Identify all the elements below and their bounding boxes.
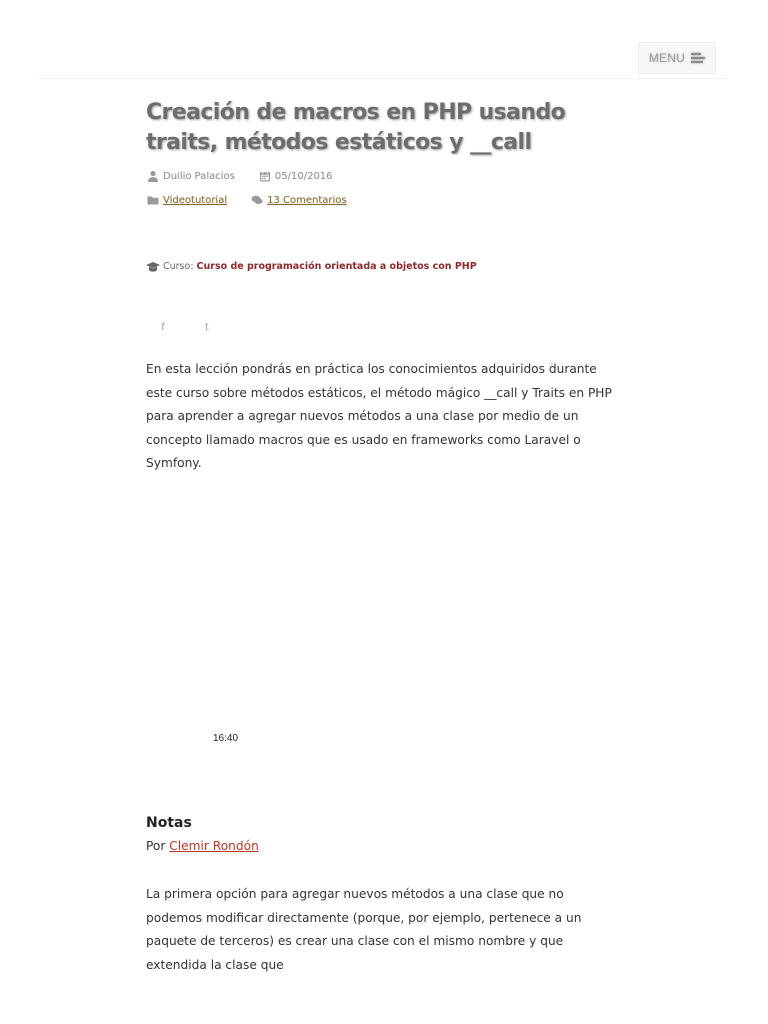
user-icon	[147, 170, 159, 182]
share-buttons	[156, 322, 214, 333]
graduation-cap-icon	[146, 262, 160, 272]
author-meta	[147, 170, 235, 182]
article-meta-row-2	[147, 194, 347, 206]
twitter-icon[interactable]: t	[205, 322, 209, 333]
article-meta-row	[147, 170, 333, 182]
notes-byline	[146, 839, 259, 853]
article-title: Creación de macros en PHP usando traits, métodos estáticos y __call	[146, 100, 566, 155]
menu-button[interactable]	[638, 42, 716, 74]
notes-by-label: Por	[146, 839, 166, 853]
notes-heading: Notas	[146, 815, 192, 831]
comments-icon	[251, 194, 263, 206]
notes-author-link[interactable]: Clemir Rondón	[169, 839, 259, 853]
calendar-icon	[259, 170, 271, 182]
course-label: Curso:	[163, 261, 194, 272]
top-bar	[38, 0, 728, 79]
intro-paragraph: En esta lección pondrás en práctica los conocimientos adquiridos durante este curso sobre métodos estáticos, el método mágico __call y Traits en PHP para aprender a agregar nuevos métodos a una clase por medio de un concepto llamado macros que es usado en frameworks como Laravel o Symfony.	[146, 362, 612, 470]
video-duration: 16:40	[213, 733, 239, 744]
notes-paragraph: La primera opción para agregar nuevos métodos a una clase que no podemos modificar directamente (porque, por ejemplo, pertenece a un paquete de terceros) es crear una clase con el mismo nombre y que extendida la clase que	[146, 887, 582, 972]
course-link[interactable]: Curso de programación orientada a objetos con PHP	[196, 261, 477, 272]
comments-meta	[251, 194, 347, 206]
date-meta	[259, 170, 333, 182]
category-link[interactable]: Videotutorial	[163, 194, 228, 206]
post-date: 05/10/2016	[274, 170, 333, 182]
facebook-icon[interactable]: f	[161, 322, 165, 333]
course-info	[146, 261, 477, 272]
comments-link[interactable]: 13 Comentarios	[267, 194, 347, 206]
folder-icon	[147, 194, 159, 206]
hamburger-icon	[691, 53, 705, 63]
author-name: Duilio Palacios	[163, 170, 235, 182]
category-meta	[147, 194, 227, 206]
menu-label: MENU	[648, 51, 685, 65]
